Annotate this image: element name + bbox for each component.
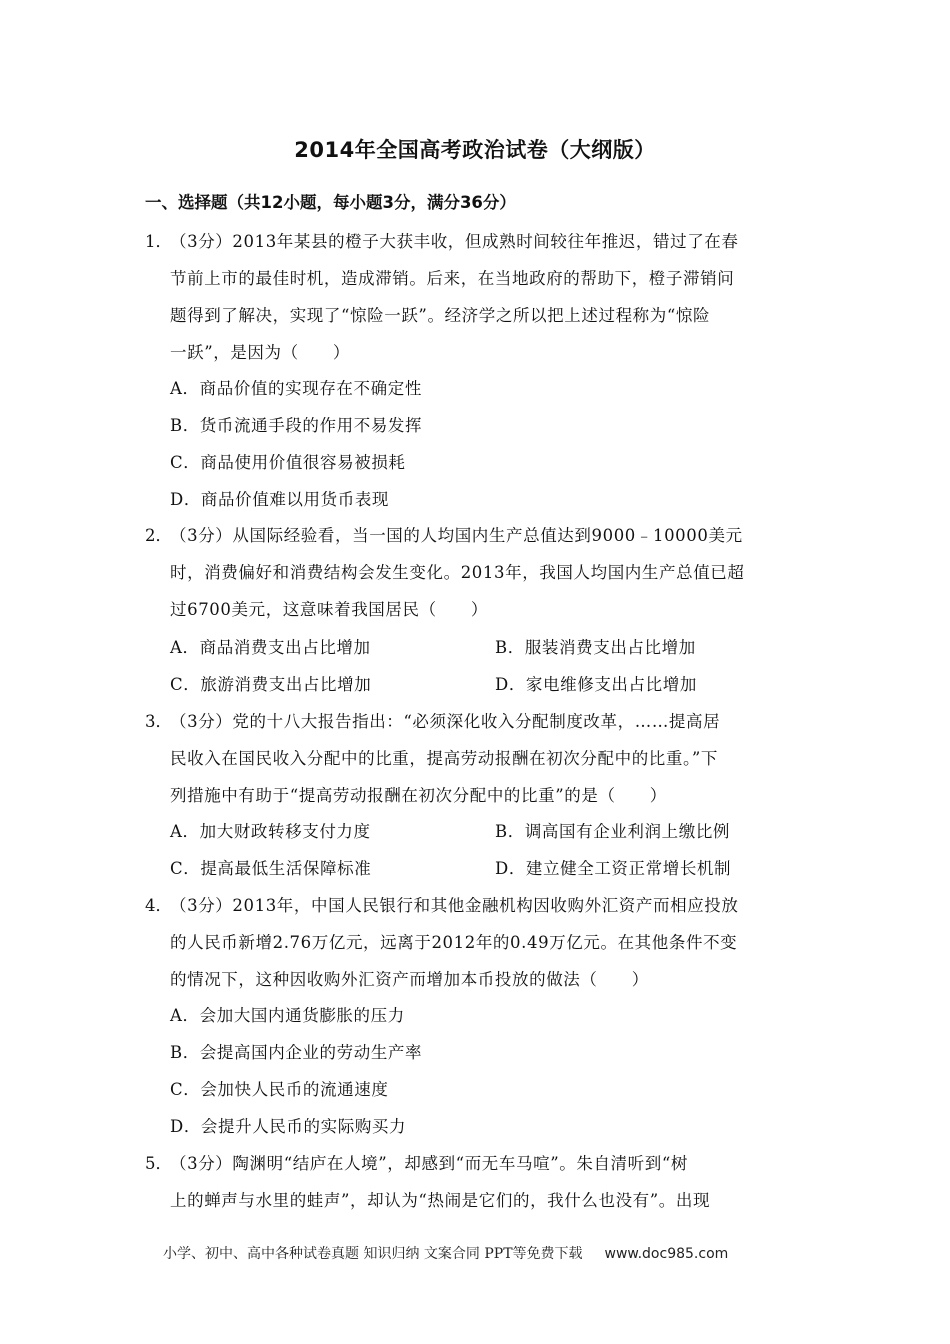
section-heading: 一、选择题（共12小题，每小题3分，满分36分）: [145, 193, 516, 212]
option-c: C．提高最低生活保障标准: [170, 859, 372, 878]
page-title: 2014年全国高考政治试卷（大纲版）: [294, 138, 656, 162]
question-number: 3．: [145, 712, 172, 731]
question-text-line: 的人民币新增2.76万亿元，远离于2012年的0.49万亿元。在其他条件不变: [170, 933, 738, 952]
question-text-line: （3分）从国际经验看，当一国的人均国内生产总值达到9000﹣10000美元: [170, 526, 743, 545]
question-text-line: （3分）2013年，中国人民银行和其他金融机构因收购外汇资产而相应投放: [170, 896, 739, 915]
option-c: C．旅游消费支出占比增加: [170, 675, 372, 694]
footer-link[interactable]: www.doc985.com: [604, 1246, 729, 1262]
question-text-line: （3分）党的十八大报告指出：“必须深化收入分配制度改革，……提高居: [170, 712, 721, 731]
question-number: 1．: [145, 232, 172, 251]
option-a: A．商品价值的实现存在不确定性: [170, 379, 422, 398]
question-text-line: （3分）2013年某县的橙子大获丰收，但成熟时间较往年推迟，错过了在春: [170, 232, 739, 251]
question-text-line: 的情况下，这种因收购外汇资产而增加本币投放的做法（ ）: [170, 970, 649, 989]
option-a: A．商品消费支出占比增加: [170, 638, 371, 657]
option-b: B．服装消费支出占比增加: [495, 638, 696, 657]
option-d: D．会提升人民币的实际购买力: [170, 1117, 407, 1136]
option-a: A．会加大国内通货膨胀的压力: [170, 1006, 405, 1025]
question-text-line: 列措施中有助于“提高劳动报酬在初次分配中的比重”的是（ ）: [170, 786, 667, 805]
question-text-line: 时，消费偏好和消费结构会发生变化。2013年，我国人均国内生产总值已超: [170, 563, 745, 582]
question-number: 4．: [145, 896, 172, 915]
question-number: 5．: [145, 1154, 172, 1173]
question-text-line: 上的蝉声与水里的蛙声”，却认为“热闹是它们的，我什么也没有”。出现: [170, 1191, 711, 1210]
option-d: D．家电维修支出占比增加: [495, 675, 697, 694]
page-footer: [163, 1243, 728, 1263]
question-text-line: 题得到了解决，实现了“惊险一跃”。经济学之所以把上述过程称为“惊险: [170, 306, 711, 325]
question-number: 2．: [145, 526, 172, 545]
option-d: D．商品价值难以用货币表现: [170, 490, 390, 509]
question-text-line: 过6700美元，这意味着我国居民（ ）: [170, 600, 488, 619]
option-b: B．会提高国内企业的劳动生产率: [170, 1043, 423, 1062]
option-b: B．调高国有企业利润上缴比例: [495, 822, 731, 841]
question-text-line: （3分）陶渊明“结庐在人境”，却感到“而无车马喧”。朱自清听到“树: [170, 1154, 688, 1173]
option-a: A．加大财政转移支付力度: [170, 822, 371, 841]
question-text-line: 一跃”，是因为（ ）: [170, 343, 351, 362]
option-c: C．商品使用价值很容易被损耗: [170, 453, 406, 472]
question-text-line: 节前上市的最佳时机，造成滞销。后来，在当地政府的帮助下，橙子滞销问: [170, 269, 735, 288]
option-d: D．建立健全工资正常增长机制: [495, 859, 732, 878]
question-text-line: 民收入在国民收入分配中的比重，提高劳动报酬在初次分配中的比重。”下: [170, 749, 718, 768]
option-b: B．货币流通手段的作用不易发挥: [170, 416, 423, 435]
footer-text: 小学、初中、高中各种试卷真题 知识归纳 文案合同 PPT等免费下载: [163, 1246, 583, 1262]
option-c: C．会加快人民币的流通速度: [170, 1080, 389, 1099]
